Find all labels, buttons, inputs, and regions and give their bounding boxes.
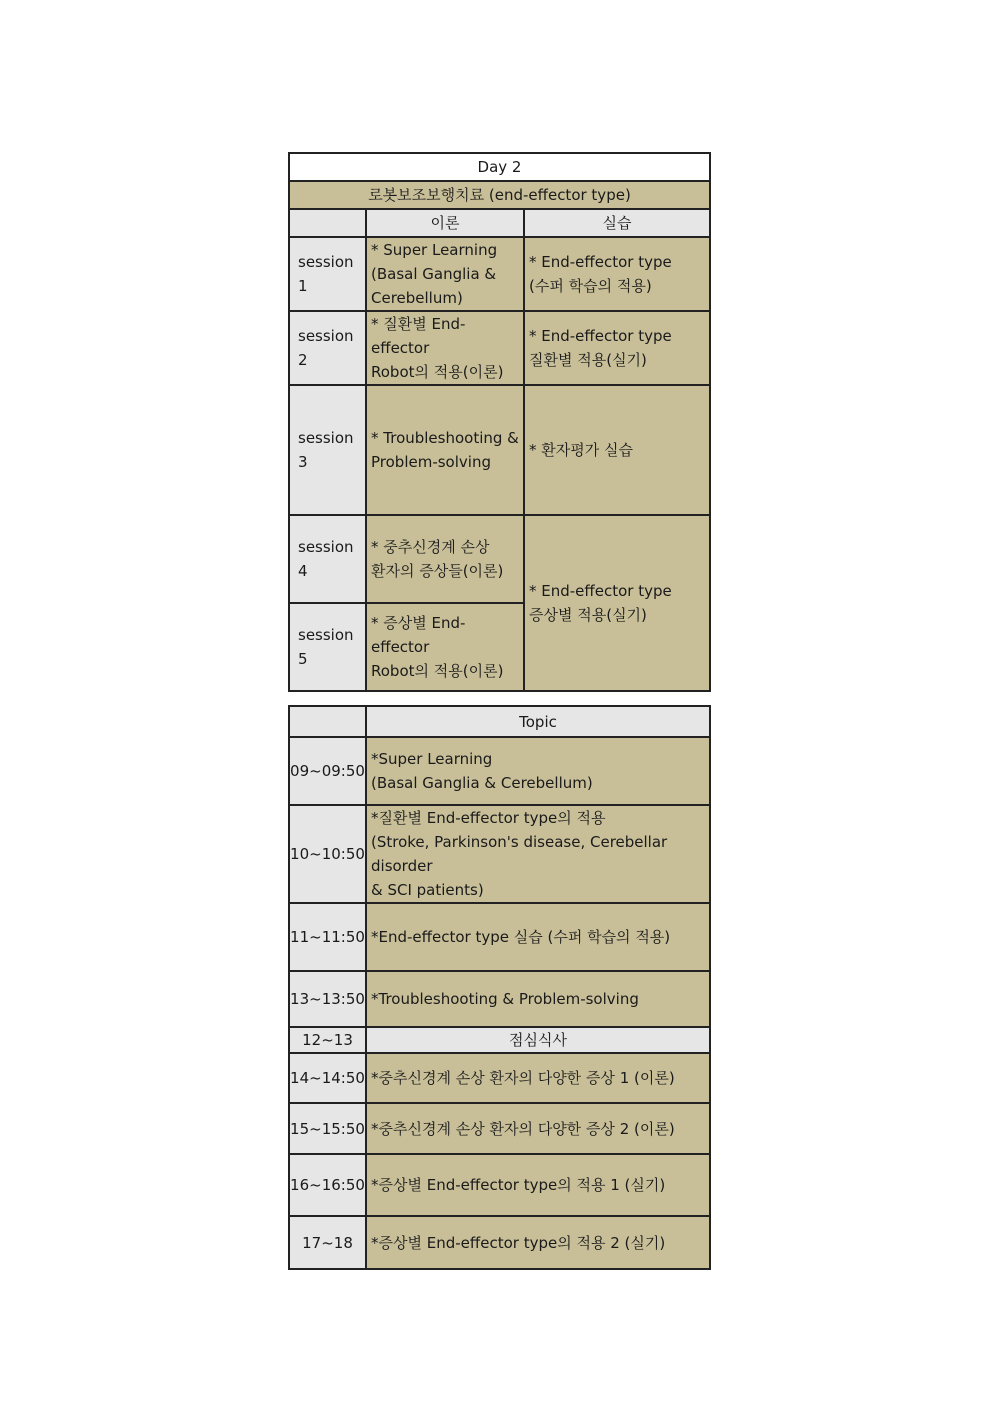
time-cell: 12~13 <box>289 1027 366 1053</box>
timetable-row <box>289 971 710 1027</box>
time-cell: 13~13:50 <box>289 971 366 1027</box>
topic-cell: *증상별 End-effector type의 적용 2 (실기) <box>366 1216 710 1269</box>
header-empty-cell <box>289 209 366 237</box>
topic-cell: *증상별 End-effector type의 적용 1 (실기) <box>366 1154 710 1216</box>
timetable-row <box>289 805 710 903</box>
lunch-cell: 점심식사 <box>366 1027 710 1053</box>
timetable-row <box>289 1027 710 1053</box>
session-practice: * End-effector type (수퍼 학습의 적용) <box>524 237 710 311</box>
time-cell: 17~18 <box>289 1216 366 1269</box>
timetable <box>288 705 711 1270</box>
day2-session-table <box>288 152 711 692</box>
session-practice: * End-effector type 증상별 적용(실기) <box>524 515 710 691</box>
header-practice: 실습 <box>524 209 710 237</box>
time-cell: 16~16:50 <box>289 1154 366 1216</box>
time-cell: 11~11:50 <box>289 903 366 971</box>
session-label: session 5 <box>289 603 366 691</box>
session-theory: * Super Learning (Basal Ganglia & Cerebellum) <box>366 237 524 311</box>
session-practice: * 환자평가 실습 <box>524 385 710 515</box>
session-label: session 2 <box>289 311 366 385</box>
session-label: session 1 <box>289 237 366 311</box>
time-cell: 10~10:50 <box>289 805 366 903</box>
time-cell: 09~09:50 <box>289 737 366 805</box>
topic-cell: *End-effector type 실습 (수퍼 학습의 적용) <box>366 903 710 971</box>
session-row <box>289 385 710 515</box>
timetable-header-topic: Topic <box>366 706 710 737</box>
timetable-row <box>289 1216 710 1269</box>
session-theory: * Troubleshooting & Problem-solving <box>366 385 524 515</box>
time-cell: 15~15:50 <box>289 1103 366 1154</box>
session-label: session 4 <box>289 515 366 603</box>
time-cell: 14~14:50 <box>289 1053 366 1103</box>
session-practice: * End-effector type 질환별 적용(실기) <box>524 311 710 385</box>
course-title: 로봇보조보행치료 (end-effector type) <box>289 181 710 209</box>
day-title: Day 2 <box>289 153 710 181</box>
topic-cell: *Troubleshooting & Problem-solving <box>366 971 710 1027</box>
timetable-header-empty <box>289 706 366 737</box>
header-theory: 이론 <box>366 209 524 237</box>
timetable-row <box>289 903 710 971</box>
topic-cell: *Super Learning (Basal Ganglia & Cerebellum) <box>366 737 710 805</box>
session-row <box>289 515 710 603</box>
timetable-row <box>289 1103 710 1154</box>
session-row <box>289 237 710 311</box>
session-label: session 3 <box>289 385 366 515</box>
topic-cell: *중추신경계 손상 환자의 다양한 증상 2 (이론) <box>366 1103 710 1154</box>
timetable-row <box>289 737 710 805</box>
timetable-row <box>289 1053 710 1103</box>
session-theory: * 질환별 End-effector Robot의 적용(이론) <box>366 311 524 385</box>
session-theory: * 중추신경계 손상 환자의 증상들(이론) <box>366 515 524 603</box>
topic-cell: *중추신경계 손상 환자의 다양한 증상 1 (이론) <box>366 1053 710 1103</box>
session-row <box>289 311 710 385</box>
session-theory: * 증상별 End-effector Robot의 적용(이론) <box>366 603 524 691</box>
topic-cell: *질환별 End-effector type의 적용 (Stroke, Parkinson's disease, Cerebellar disorder & SCI patients) <box>366 805 710 903</box>
timetable-row <box>289 1154 710 1216</box>
